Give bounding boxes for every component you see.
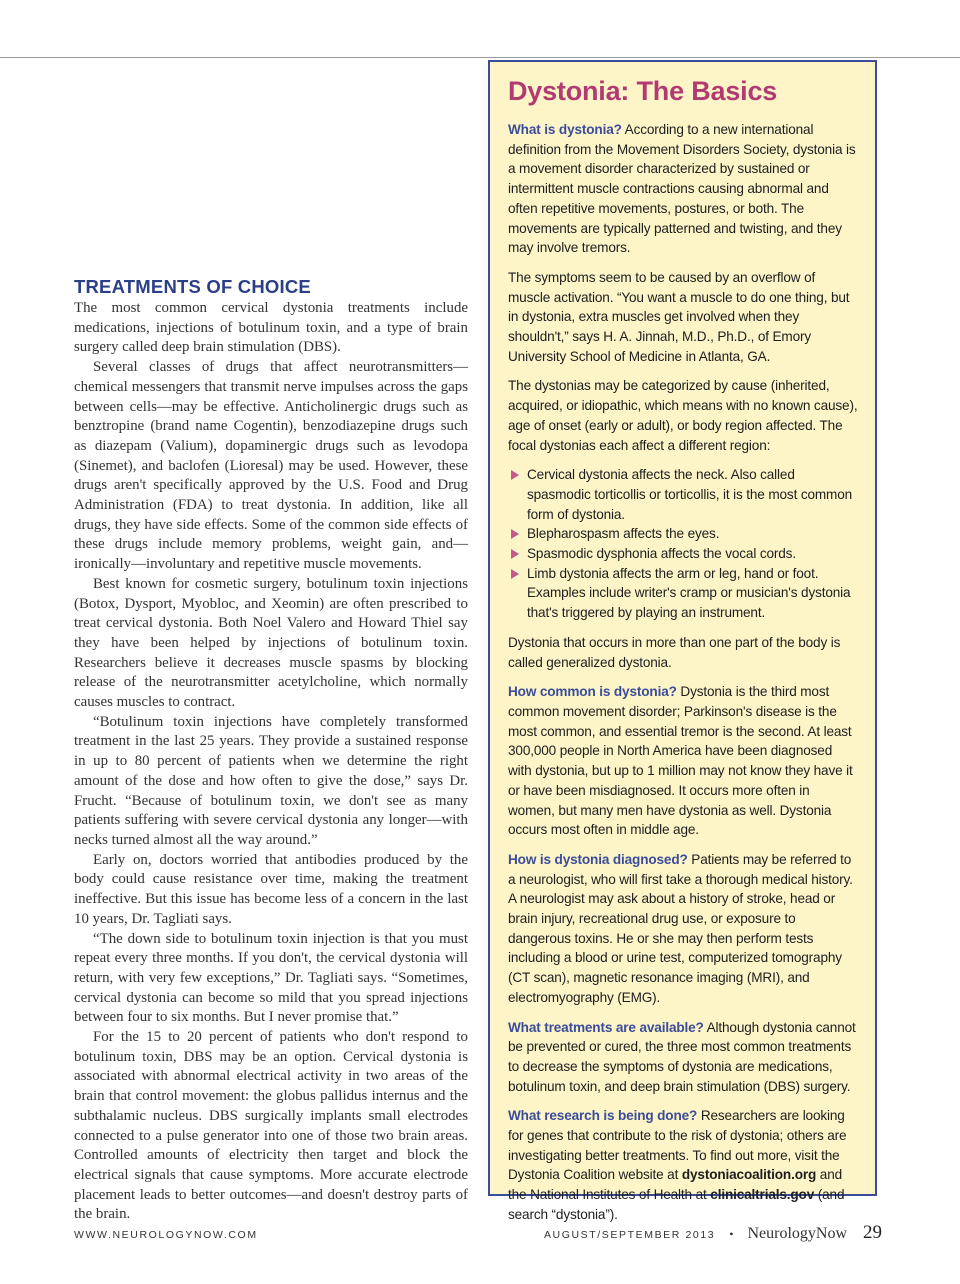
footer-info (544, 1222, 882, 1244)
list-item (508, 465, 858, 524)
list-item (508, 524, 858, 544)
article-column (74, 276, 468, 1225)
what-is-question: What is dystonia? (508, 122, 622, 137)
dystonia-coalition-link[interactable]: dystoniacoalition.org (681, 1167, 817, 1183)
list-item (508, 544, 858, 564)
article-paragraph: Best known for cosmetic surgery, botulinum toxin injections (Botox, Dysport, Myobloc, and Xeomin) are often prescribed to treat cervical dystonia. Both Noel Valero and Howard Thiel say they have been helped by injections of botulinum toxin. Researchers believe it decreases muscle spasms by blocking release of the neurotransmitter acetylcholine, which normally causes muscles to contract. (74, 575, 468, 711)
footer-website[interactable]: WWW.NEUROLOGYNOW.COM (74, 1229, 258, 1241)
generalized-paragraph: Dystonia that occurs in more than one part of the body is called generalized dystonia. (508, 634, 841, 670)
triangle-bullet-icon (511, 529, 519, 539)
research-question: What research is being done? (508, 1108, 698, 1124)
what-is-section (508, 120, 858, 258)
treatments-section (508, 1018, 858, 1097)
triangle-bullet-icon (511, 569, 519, 579)
clinicaltrials-link[interactable]: clinicaltrials.gov (710, 1187, 815, 1203)
symptoms-paragraph: The symptoms seem to be caused by an overflow of muscle activation. “You want a muscle to do one thing, but in dystonia, extra muscles get involved when they shouldn't,” says H. A. Jinnah, M.D., Ph.D., of Emory University School of Medicine in Atlanta, GA. (508, 269, 850, 364)
diagnosis-question: How is dystonia diagnosed? (508, 851, 688, 867)
list-item-text: Blepharospasm affects the eyes. (527, 526, 720, 542)
how-common-section (508, 682, 858, 840)
list-item-text: Cervical dystonia affects the neck. Also called spasmodic torticollis or torticollis, it is the most common form of dystonia. (527, 467, 853, 522)
list-item (508, 564, 858, 623)
article-paragraph: Early on, doctors worried that antibodies produced by the body could cause resistance over time, making the treatment ineffective. But this issue has become less of a concern in the last 10 years, Dr. Tagliati says. (74, 851, 468, 927)
magazine-brand: NeurologyNow (747, 1225, 847, 1242)
sidebar-title: Dystonia: The Basics (508, 76, 778, 106)
how-common-question: How common is dystonia? (508, 684, 677, 700)
research-answer-part2: and the National Institutes of Health at (508, 1167, 843, 1203)
triangle-bullet-icon (511, 470, 519, 480)
list-item-text: Limb dystonia affects the arm or leg, hand or foot. Examples include writer's cramp or musician's dystonia that's triggered by playing an instrument. (527, 565, 851, 621)
dystonia-basics-sidebar (488, 60, 877, 1222)
article-paragraph: “Botulinum toxin injections have completely transformed treatment in the last 25 years. They provide a sustained response in up to 80 percent of patients when we determine the right amount of the dose and how often to give the dose,” says Dr. Frucht. “Because of botulinum toxin, we don't see as many patients suffering with severe cervical dystonia any longer—with necks turned almost all the way around.” (74, 713, 468, 848)
research-answer-part3: (and search “dystonia”). (508, 1187, 845, 1222)
how-common-answer: Dystonia is the third most common movement disorder; Parkinson's disease is the most common, and essential tremor is the second. At least 300,000 people in North America have been diagnosed with dystonia, but up to 1 million may not know they have it or have been misdiagnosed. It occurs more often in women, but many men have dystonia as well. Dystonia occurs most often in middle age. (508, 684, 853, 838)
treatments-answer: Although dystonia cannot be prevented or cured, the three most common treatments to decrease the symptoms of dystonia are medications, botulinum toxin, and deep brain stimulation (DBS) surgery. (508, 1019, 856, 1094)
article-paragraph: “The down side to botulinum toxin injection is that you must repeat every three months. If you don't, the cervical dystonia will return, with very few exceptions,” Dr. Tagliati says. “Sometimes, cervical dystonia can become so mild that you spread injections between four to six months. But I never promise that.” (74, 930, 468, 1026)
article-heading: TREATMENTS OF CHOICE (74, 276, 311, 297)
focal-dystonia-list (508, 465, 858, 623)
page-number: 29 (863, 1222, 882, 1243)
research-answer-part1: Researchers are looking for genes that contribute to the risk of dystonia; others are investigating better treatments. To find out more, visit the Dystonia Coalition website at (508, 1108, 847, 1183)
list-item-text: Spasmodic dysphonia affects the vocal cords. (527, 546, 796, 562)
treatments-question: What treatments are available? (508, 1019, 704, 1035)
issue-date: AUGUST/SEPTEMBER 2013 (543, 1229, 716, 1241)
diagnosis-answer: Patients may be referred to a neurologist, who will first take a thorough medical history. A neurologist may ask about a history of stroke, head or brain injury, recreational drug use, or exposure to dangerous toxins. He or she may then perform tests including a blood or urine test, computerized tomography (CT scan), magnetic resonance imaging (MRI), and electromyography (EMG). (508, 851, 853, 1005)
article-paragraph: Several classes of drugs that affect neurotransmitters—chemical messengers that transmit nerve impulses across the gaps between cells—may be effective. Anticholinergic drugs such as benztropine (brand name Cogentin), benzodiazepine drugs such as diazepam (Valium), dopaminergic drugs such as levodopa (Sinemet), and baclofen (Lioresal) may be used. However, these drugs aren't specifically approved by the U.S. Food and Drug Administration (FDA) to treat dystonia. In addition, like all drugs, they have side effects. Some of the common side effects of these drugs include memory problems, weight gain, and—ironically—involuntary and repetitive muscle movements. (74, 359, 468, 573)
article-paragraph: For the 15 to 20 percent of patients who don't respond to botulinum toxin, DBS may be an option. Cervical dystonia is associated with abnormal electrical activity in two areas of the brain that control movement: the globus pallidus internus and the subthalamic nucleus. DBS surgically implants small electrodes connected to a pulse generator into one of those two brain areas. Controlled amounts of electricity then target and block the electrical signals that cause symptoms. More accurate electrode placement leads to better outcomes—and doesn't destroy parts of the brain. (74, 1029, 468, 1223)
research-section (508, 1106, 858, 1224)
triangle-bullet-icon (511, 549, 519, 559)
what-is-answer: According to a new international definition from the Movement Disorders Society, dystonia is a movement disorder characterized by sustained or intermittent muscle contractions causing abnormal and often repetitive movements, postures, or both. The movements are typically patterned and twisting, and they may involve tremors. (508, 122, 856, 256)
top-divider (0, 57, 960, 58)
footer-separator: • (729, 1227, 734, 1241)
categories-paragraph: The dystonias may be categorized by cause (inherited, acquired, or idiopathic, which means with no known cause), age of onset (early or adult), or body region affected. The focal dystonias each affect a different region: (508, 378, 858, 453)
diagnosis-section (508, 850, 858, 1008)
article-paragraph: The most common cervical dystonia treatments include medications, injections of botulinum toxin, and a type of brain surgery called deep brain stimulation (DBS). (74, 300, 468, 356)
